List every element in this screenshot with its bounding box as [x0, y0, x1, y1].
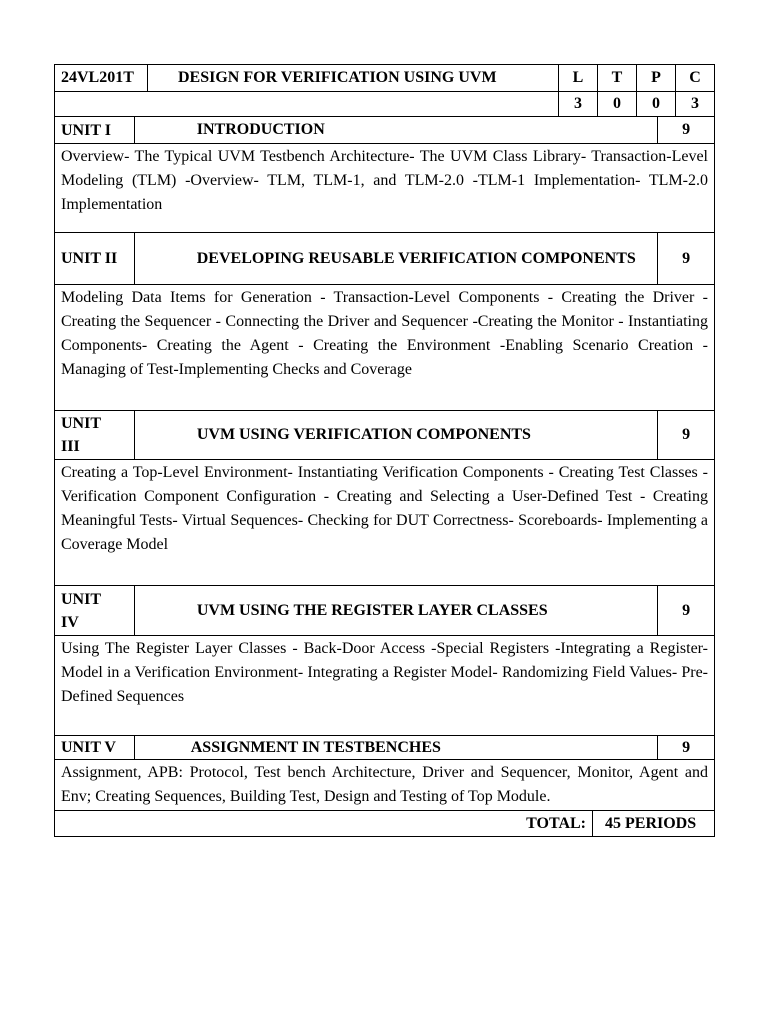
- unit-label: UNIT III: [55, 411, 135, 459]
- unit-content-row: [55, 636, 714, 736]
- course-title: DESIGN FOR VERIFICATION USING UVM: [148, 65, 559, 91]
- course-code: 24VL201T: [55, 65, 148, 91]
- unit-hours: 9: [682, 249, 691, 267]
- ltpc-values-row: [55, 92, 714, 117]
- ltpc-value-t: 0: [598, 92, 637, 116]
- unit-hours: 9: [682, 738, 691, 756]
- unit-hours: 9: [682, 426, 691, 443]
- unit-header-row: [55, 117, 714, 144]
- unit-title: ASSIGNMENT IN TESTBENCHES: [135, 736, 658, 759]
- unit-content: Creating a Top-Level Environment- Instantiating Verification Components - Creating Test Classes -Verification Component Configuration - Creating and Selecting a User-Defined Test - Creating Meaningful Tests- Virtual Sequences- Checking for DUT Correctness- Scoreboards- Implementing a Coverage Model: [61, 464, 708, 553]
- unit-header-row: [55, 736, 714, 760]
- ltpc-value-c: 3: [691, 95, 699, 112]
- unit-label: UNIT I: [55, 117, 135, 143]
- unit-title: UVM USING THE REGISTER LAYER CLASSES: [135, 586, 658, 635]
- ltpc-value-p: 0: [637, 92, 676, 116]
- unit-content-row: [55, 144, 714, 233]
- ltpc-header-c: C: [689, 69, 701, 86]
- unit-label: UNIT V: [55, 736, 135, 759]
- unit-title: UVM USING VERIFICATION COMPONENTS: [135, 411, 658, 459]
- unit-label: UNIT II: [55, 233, 135, 284]
- unit-content: Assignment, APB: Protocol, Test bench Architecture, Driver and Sequencer, Monitor, Agent and Env; Creating Sequences, Building Test, Design and Testing of Top Module.: [61, 764, 708, 805]
- ltpc-value-l: 3: [559, 92, 598, 116]
- course-header-row: [55, 65, 714, 92]
- unit-header-row: [55, 411, 714, 460]
- unit-hours: 9: [682, 601, 691, 619]
- unit-header-row: [55, 586, 714, 636]
- unit-title: [135, 233, 658, 284]
- unit-content: Modeling Data Items for Generation - Transaction-Level Components - Creating the Driver - Creating the Sequencer - Connecting the Driver and Sequencer -Creating the Monitor - Instantiating Components- Creating the Agent - Creating the Environment -Enabling Scenario Creation -Managing of Test-Implementing Checks and Coverage: [61, 289, 708, 378]
- unit-content-row: [55, 460, 714, 586]
- unit-hours: 9: [682, 121, 691, 138]
- total-value: 45 PERIODS: [605, 814, 697, 832]
- ltpc-header-p: P: [637, 65, 676, 91]
- unit-label: UNIT IV: [55, 586, 135, 635]
- unit-content-row: [55, 285, 714, 411]
- unit-title-text: DEVELOPING REUSABLE VERIFICATION COMPONENTS: [196, 249, 636, 267]
- ltpc-header-l: L: [559, 65, 598, 91]
- total-row: [55, 811, 714, 836]
- total-label: TOTAL:: [55, 811, 593, 836]
- blank-cell: [55, 92, 559, 116]
- unit-content-row: [55, 760, 714, 811]
- unit-header-row: [55, 233, 714, 285]
- unit-content: Using The Register Layer Classes - Back-Door Access -Special Registers -Integrating a Register- Model in a Verification Environment- Integrating a Register Model- Randomizing Field Values- Pre-Defined Sequences: [61, 640, 708, 705]
- unit-title: INTRODUCTION: [135, 117, 658, 143]
- ltpc-header-t: T: [598, 65, 637, 91]
- syllabus-table: [54, 64, 715, 837]
- unit-content: Overview- The Typical UVM Testbench Architecture- The UVM Class Library- Transaction-Level Modeling (TLM) -Overview- TLM, TLM-1, and TLM-2.0 -TLM-1 Implementation- TLM-2.0 Implementation: [61, 148, 708, 213]
